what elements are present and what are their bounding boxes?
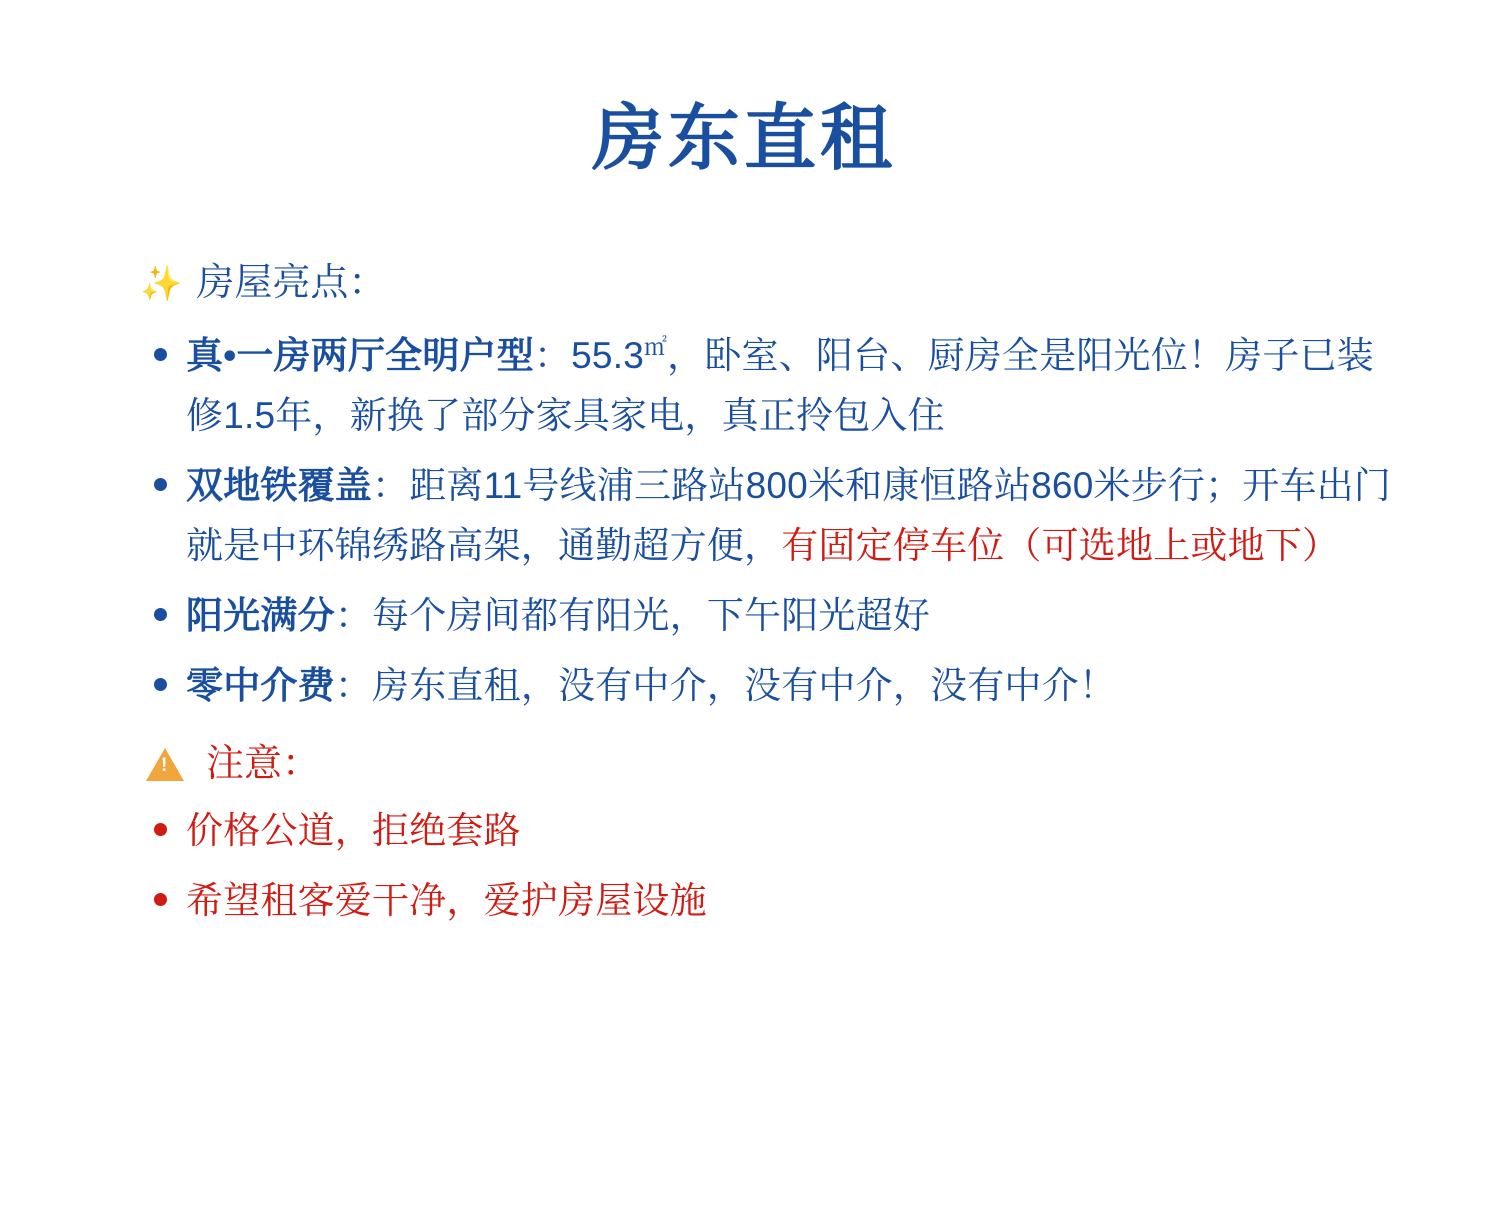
highlight-body-after: ，卧室、阳台、厨房全是阳光位！房子已装修1.5年，新换了部分家具家电，真正拎包入住 bbox=[186, 335, 1374, 437]
notice-item-text: 价格公道，拒绝套路 bbox=[186, 810, 521, 852]
highlight-sep: ： bbox=[372, 465, 410, 507]
highlights-list bbox=[140, 326, 1392, 716]
highlight-body-before: 房东直租，没有中介，没有中介，没有中介！ bbox=[372, 665, 1117, 707]
highlight-lead: 真•一房两厅全明户型 bbox=[186, 335, 534, 377]
highlight-body-before: 55.3 bbox=[571, 335, 644, 377]
content-body bbox=[0, 257, 1488, 931]
notice-item-text: 希望租客爱干净，爱护房屋设施 bbox=[186, 880, 707, 922]
notice-list bbox=[140, 801, 1392, 931]
highlight-red-emphasis: 有固定停车位 bbox=[781, 525, 1005, 567]
list-item bbox=[140, 871, 1392, 931]
highlights-heading bbox=[140, 257, 1392, 310]
highlight-sep: ： bbox=[533, 335, 572, 377]
highlight-body-before: 每个房间都有阳光，下午阳光超好 bbox=[372, 595, 931, 637]
list-item bbox=[140, 586, 1392, 646]
highlight-lead: 双地铁覆盖 bbox=[186, 465, 372, 507]
notice-heading bbox=[140, 738, 1392, 791]
warning-triangle-icon bbox=[146, 748, 184, 781]
list-item bbox=[140, 656, 1392, 716]
highlight-lead: 阳光满分 bbox=[186, 595, 335, 637]
highlight-sep: ： bbox=[334, 665, 373, 707]
list-item bbox=[140, 801, 1392, 861]
sparkles-icon: ✨ bbox=[140, 264, 183, 303]
page-title: 房东直租 bbox=[591, 99, 896, 179]
highlight-lead: 零中介费 bbox=[186, 665, 335, 707]
highlight-body-before: 距离11号线浦三路站800米和康恒路站860米步行；开车出门就是中环锦绣路高架，通勤超方便， bbox=[186, 465, 1392, 567]
highlight-sep: ： bbox=[334, 595, 373, 637]
notice-heading-label: 注意： bbox=[206, 743, 321, 785]
list-item bbox=[140, 326, 1392, 446]
area-unit: ㎡ bbox=[643, 334, 668, 361]
list-item bbox=[140, 456, 1392, 576]
highlight-body-after: （可选地上或地下） bbox=[1004, 525, 1340, 567]
highlights-heading-label: 房屋亮点： bbox=[196, 262, 387, 305]
